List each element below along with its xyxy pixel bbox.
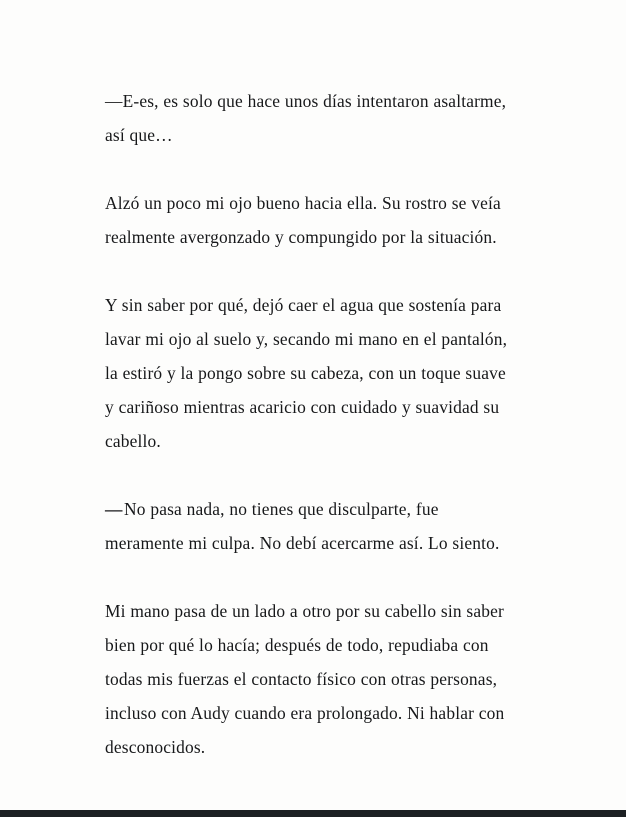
paragraph	[105, 288, 517, 458]
paragraph-text: Y sin saber por qué, dejó caer el agua que sostenía para lavar mi ojo al suelo y, secando mi mano en el pantalón, la estiró y la pongo sobre su cabeza, con un toque suave y cariñoso mientras acaricio con cuidado y suavidad su cabello.	[105, 295, 508, 451]
paragraph-text: Alzó un poco mi ojo bueno hacia ella. Su rostro se veía realmente avergonzado y compungido por la situación.	[105, 193, 501, 247]
paragraph-text: E-es, es solo que hace unos días intentaron asaltarme, así que…	[105, 91, 507, 145]
paragraph-dialogue	[105, 492, 517, 560]
paragraph	[105, 186, 517, 254]
page-text-body	[105, 84, 517, 764]
em-dash-thin: —	[105, 91, 123, 111]
em-dash-bold: —	[105, 499, 123, 519]
paragraph	[105, 594, 517, 764]
paragraph-text: Mi mano pasa de un lado a otro por su cabello sin saber bien por qué lo hacía; después de todo, repudiaba con todas mis fuerzas el contacto físico con otras personas, incluso con Audy cuando era prolongado. Ni hablar con desconocidos.	[105, 601, 505, 757]
paragraph-text: No pasa nada, no tienes que disculparte, fue meramente mi culpa. No debí acercarme así. Lo siento.	[105, 499, 500, 553]
paragraph	[105, 84, 517, 152]
bottom-bar	[0, 810, 626, 817]
